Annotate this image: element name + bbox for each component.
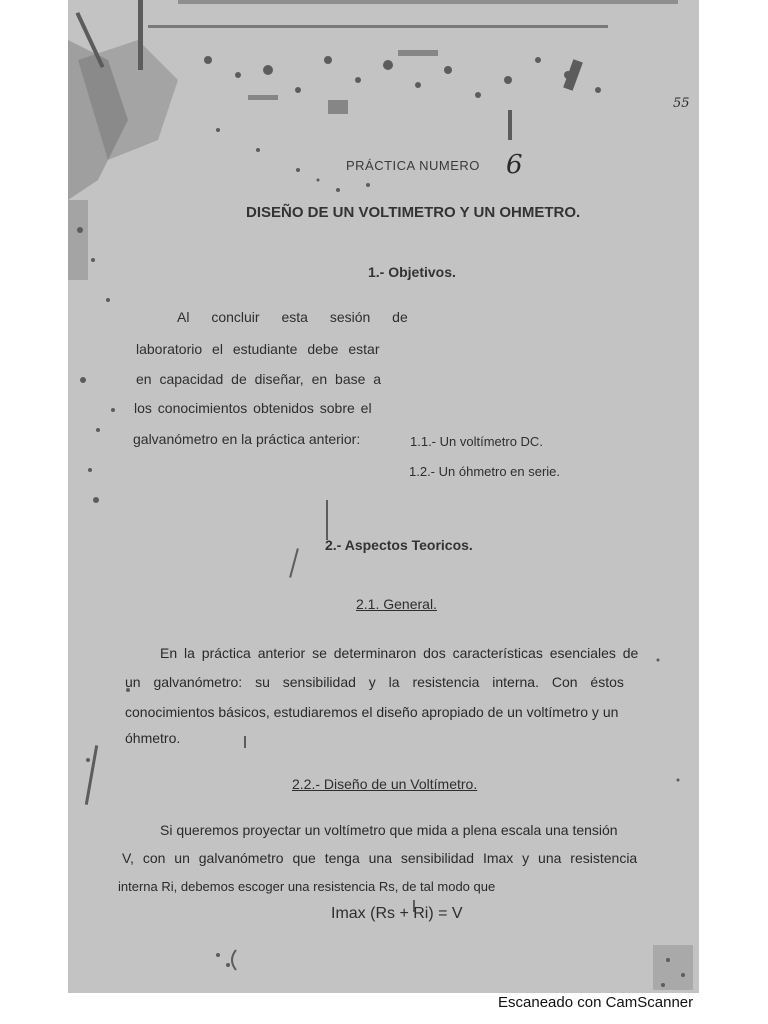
general-line-4: óhmetro.	[125, 730, 181, 746]
objectives-line-4: los conocimientos obtenidos sobre el	[134, 400, 372, 416]
practice-label: PRÁCTICA NUMERO	[346, 158, 480, 173]
subsection-voltmeter-heading: 2.2.- Diseño de un Voltímetro.	[292, 776, 478, 792]
objective-item-2: 1.2.- Un óhmetro en serie.	[409, 464, 561, 479]
objectives-line-3: en capacidad de diseñar, en base a	[136, 371, 382, 387]
voltmeter-line-1: Si queremos proyectar un voltímetro que mida a plena escala una tensión	[160, 822, 618, 838]
general-line-1: En la práctica anterior se determinaron dos características esenciales de	[160, 645, 639, 661]
voltmeter-line-2: V, con un galvanómetro que tenga una sensibilidad Imax y una resistencia	[122, 850, 638, 866]
objectives-line-1: Al concluir esta sesión de	[177, 309, 408, 325]
subsection-general-heading: 2.1. General.	[356, 596, 437, 612]
section-objectives-heading: 1.- Objetivos.	[368, 264, 456, 280]
objectives-line-5: galvanómetro en la práctica anterior:	[133, 431, 361, 447]
practice-number: 6	[506, 150, 523, 180]
document-title: DISEÑO DE UN VOLTIMETRO Y UN OHMETRO.	[246, 204, 581, 221]
objectives-line-2: laboratorio el estudiante debe estar	[136, 341, 380, 357]
general-line-2: un galvanómetro: su sensibilidad y la resistencia interna. Con éstos	[125, 674, 624, 690]
voltmeter-formula: Imax (Rs + Ri) = V	[331, 905, 463, 922]
general-line-3: conocimientos básicos, estudiaremos el diseño apropiado de un voltímetro y un	[125, 704, 619, 720]
camscanner-watermark: Escaneado con CamScanner	[498, 994, 694, 1011]
section-theory-heading: 2.- Aspectos Teoricos.	[325, 537, 473, 553]
scanned-page	[68, 0, 699, 993]
objective-item-1: 1.1.- Un voltímetro DC.	[410, 434, 543, 449]
scan-noise	[68, 0, 699, 993]
voltmeter-line-3: interna Ri, debemos escoger una resistencia Rs, de tal modo que	[118, 879, 496, 894]
page-number: 55	[673, 96, 690, 111]
